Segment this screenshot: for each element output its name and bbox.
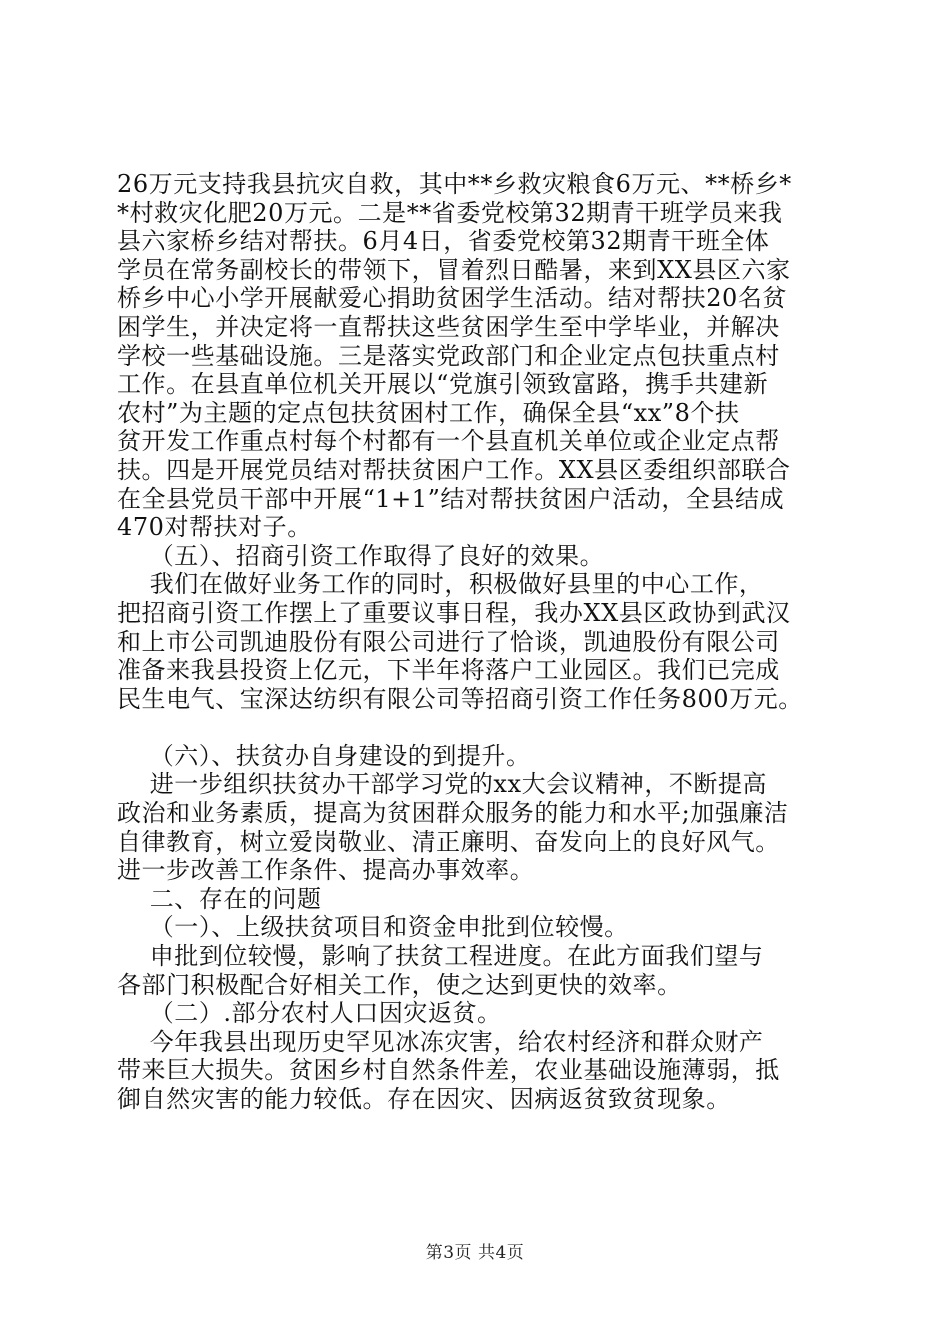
text-line: 我们在做好业务工作的同时，积极做好县里的中心工作， (117, 570, 764, 599)
body-text (117, 170, 839, 1114)
page-number-footer: 第3页 共4页 (425, 1243, 525, 1263)
text-line: 学校一些基础设施。三是落实党政部门和企业定点包扶重点村 (117, 341, 780, 370)
section-heading: （一）、上级扶贫项目和资金申批到位较慢。 (117, 913, 629, 942)
text-line: 御自然灾害的能力较低。存在因灾、因病返贫致贫现象。 (117, 1085, 731, 1113)
section-heading: （五）、招商引资工作取得了良好的效果。 (117, 541, 605, 570)
text-line: 今年我县出现历史罕见冰冻灾害，给农村经济和群众财产 (117, 1027, 764, 1056)
text-line: 申批到位较慢，影响了扶贫工程进度。在此方面我们望与 (117, 942, 764, 971)
section-heading: （六）、扶贫办自身建设的到提升。 (117, 741, 531, 770)
text-line: 民生电气、宝深达纺织有限公司等招商引资工作任务800万元。 (117, 684, 803, 713)
text-line: 把招商引资工作摆上了重要议事日程，我办XX县区政协到武汉 (117, 598, 791, 627)
text-line: 在全县党员干部中开展“1+1”结对帮扶贫困户活动，全县结成 (117, 484, 785, 513)
text-line: 26万元支持我县抗灾自救，其中**乡救灾粮食6万元、**桥乡* (117, 170, 792, 198)
text-line: 470对帮扶对子。 (117, 513, 312, 542)
text-line: 县六家桥乡结对帮扶。6月4日，省委党校第32期青干班全体 (117, 227, 770, 256)
text-line: *村救灾化肥20万元。二是**省委党校第32期青干班学员来我 (117, 198, 783, 227)
text-line: 困学生，并决定将一直帮扶这些贫困学生至中学毕业，并解决 (117, 312, 780, 341)
blank-line (117, 713, 839, 742)
text-line: 进一步组织扶贫办干部学习党的xx大会议精神，不断提高 (117, 770, 768, 799)
section-heading: （二）.部分农村人口因灾返贫。 (117, 999, 502, 1028)
text-line: 政治和业务素质，提高为贫困群众服务的能力和水平;加强廉洁 (117, 799, 789, 828)
text-line: 进一步改善工作条件、提高办事效率。 (117, 856, 535, 885)
section-heading: 二、存在的问题 (117, 884, 322, 913)
text-line: 各部门积极配合好相关工作，使之达到更快的效率。 (117, 970, 682, 999)
text-line: 农村”为主题的定点包扶贫困村工作，确保全县“xx”8个扶 (117, 398, 740, 427)
text-line: 自律教育，树立爱岗敬业、清正廉明、奋发向上的良好风气。 (117, 827, 780, 856)
text-line: 和上市公司凯迪股份有限公司进行了恰谈，凯迪股份有限公司 (117, 627, 780, 656)
text-line: 贫开发工作重点村每个村都有一个县直机关单位或企业定点帮 (117, 427, 780, 456)
text-line: 桥乡中心小学开展献爱心捐助贫困学生活动。结对帮扶20名贫 (117, 284, 787, 313)
text-line: 准备来我县投资上亿元，下半年将落户工业园区。我们已完成 (117, 656, 780, 685)
text-line: 带来巨大损失。贫困乡村自然条件差，农业基础设施薄弱，抵 (117, 1056, 780, 1085)
text-line: 工作。在县直单位机关开展以“党旗引领致富路，携手共建新 (117, 370, 769, 399)
text-line: 学员在常务副校长的带领下，冒着烈日酷暑，来到XX县区六家 (117, 255, 791, 284)
text-line: 扶。四是开展党员结对帮扶贫困户工作。XX县区委组织部联合 (117, 455, 791, 484)
